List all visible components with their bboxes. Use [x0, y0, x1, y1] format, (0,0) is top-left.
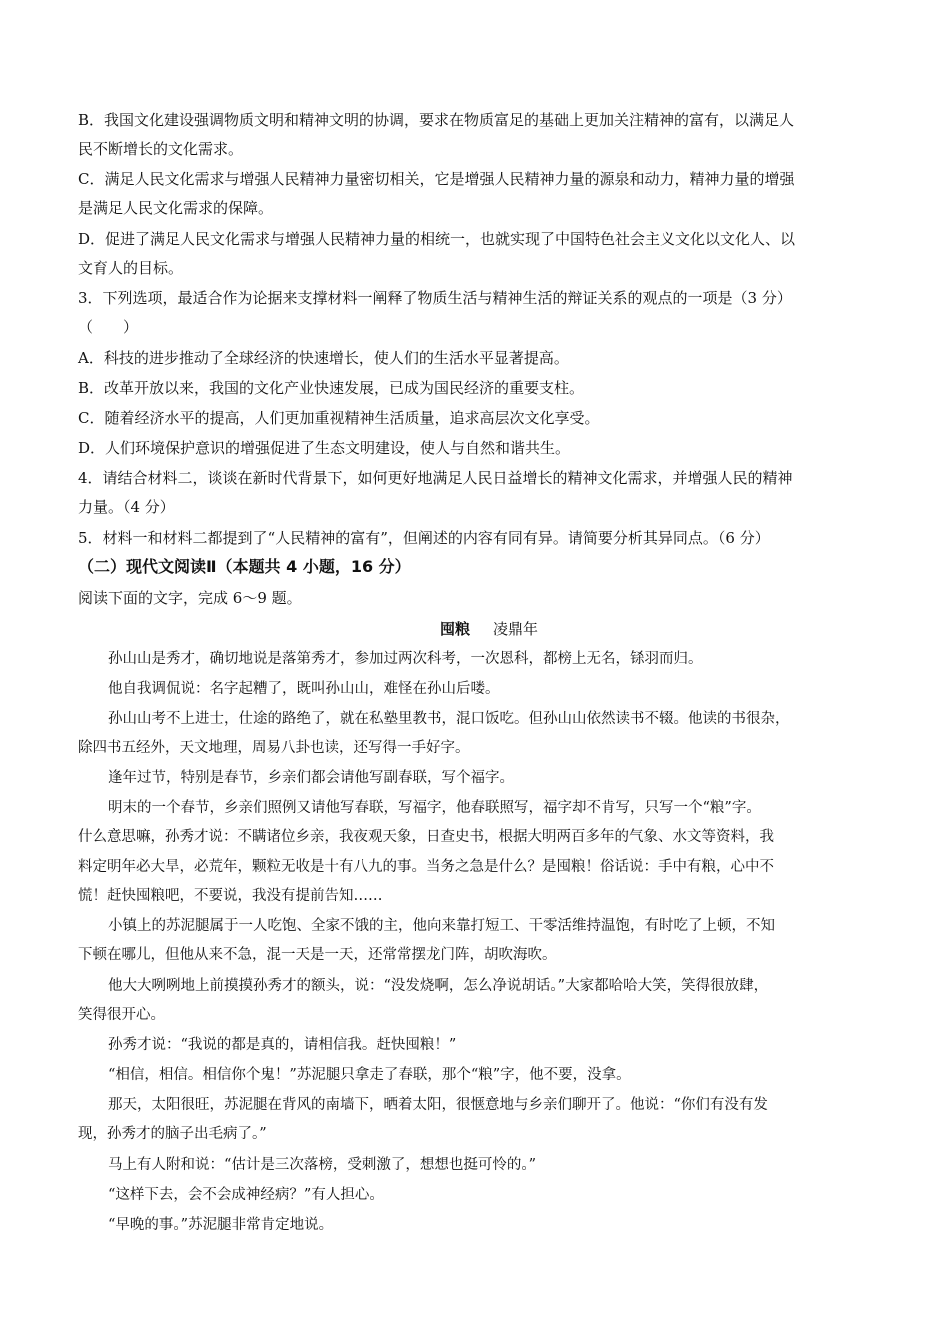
paragraph-10-line-2: 现，孙秀才的脑子出毛病了。”	[78, 1126, 267, 1142]
section-2-heading: （二）现代文阅读Ⅱ（本题共 4 小题，16 分）	[78, 557, 411, 576]
option-b-line-2: 民不断增长的文化需求。	[78, 140, 244, 158]
option-d-line-1: D．促进了满足人民文化需求与增强人民精神力量的相统一，也就实现了中国特色社会主义文化以文化人、以	[78, 230, 796, 248]
paragraph-10-line-1: 那天，太阳很旺，苏泥腿在背风的南墙下，晒着太阳，很惬意地与乡亲们聊开了。他说：“你们有没有发	[108, 1097, 768, 1113]
question-3-line-2: （ ）	[78, 318, 139, 336]
paragraph-7-line-2: 笑得很开心。	[78, 1007, 165, 1023]
question-3-option-a: A．科技的进步推动了全球经济的快速增长，使人们的生活水平显著提高。	[78, 349, 569, 367]
question-4-line-1: 4．请结合材料二，谈谈在新时代背景下，如何更好地满足人民日益增长的精神文化需求，并增强人民的精神	[78, 469, 793, 487]
option-b-line-1: B．我国文化建设强调物质文明和精神文明的协调，要求在物质富足的基础上更加关注精神的富有，以满足人	[78, 111, 795, 129]
paragraph-3-line-1: 孙山山考不上进士，仕途的路绝了，就在私塾里教书，混口饭吃。但孙山山依然读书不辍。他读的书很杂，	[108, 711, 790, 727]
question-5: 5．材料一和材料二都提到了“人民精神的富有”，但阐述的内容有同有异。请简要分析其异同点。（6 分）	[78, 529, 770, 547]
paragraph-6-line-1: 小镇上的苏泥腿属于一人吃饱、全家不饿的主，他向来靠打短工、干零活维持温饱，有时吃了上顿，不知	[108, 918, 775, 934]
paragraph-8: 孙秀才说：“我说的都是真的，请相信我。赶快囤粮！”	[108, 1037, 457, 1053]
paragraph-2: 他自我调侃说：名字起糟了，既叫孙山山，难怪在孙山后喽。	[108, 681, 500, 697]
paragraph-6-line-2: 下顿在哪儿，但他从来不急，混一天是一天，还常常摆龙门阵，胡吹海吹。	[78, 947, 557, 963]
paragraph-5-line-2: 什么意思嘛，孙秀才说：不瞒诸位乡亲，我夜观天象，日查史书，根据大明两百多年的气象、水文等资料，我	[78, 829, 774, 845]
option-c-line-2: 是满足人民文化需求的保障。	[78, 199, 274, 217]
paragraph-4: 逢年过节，特别是春节，乡亲们都会请他写副春联，写个福字。	[108, 770, 514, 786]
option-c-line-1: C．满足人民文化需求与增强人民精神力量密切相关，它是增强人民精神力量的源泉和动力，精神力量的增强	[78, 170, 795, 188]
paragraph-7-line-1: 他大大咧咧地上前摸摸孙秀才的额头，说：“没发烧啊，怎么净说胡话。”大家都哈哈大笑，笑得很放肆，	[108, 978, 769, 994]
question-4-line-2: 力量。（4 分）	[78, 498, 175, 516]
section-2-instruction: 阅读下面的文字，完成 6～9 题。	[78, 589, 302, 607]
paragraph-1: 孙山山是秀才，确切地说是落第秀才，参加过两次科考，一次恩科，都榜上无名，铩羽而归。	[108, 651, 703, 667]
story-title: 囤粮	[440, 620, 471, 638]
paragraph-5-line-3: 料定明年必大旱，必荒年，颗粒无收是十有八九的事。当务之急是什么？是囤粮！俗话说：手中有粮，心中不	[78, 859, 774, 875]
question-3-option-b: B．改革开放以来，我国的文化产业快速发展，已成为国民经济的重要支柱。	[78, 379, 585, 397]
question-3-option-c: C．随着经济水平的提高，人们更加重视精神生活质量，追求高层次文化享受。	[78, 409, 600, 427]
paragraph-11: 马上有人附和说：“估计是三次落榜，受刺激了，想想也挺可怜的。”	[108, 1157, 537, 1173]
paragraph-5-line-4: 慌！赶快囤粮吧，不要说，我没有提前告知……	[78, 888, 383, 904]
paragraph-13: “早晚的事。”苏泥腿非常肯定地说。	[108, 1217, 334, 1233]
paragraph-9: “相信，相信。相信你个鬼！”苏泥腿只拿走了春联，那个“粮”字，他不要，没拿。	[108, 1067, 631, 1083]
option-d-line-2: 文育人的目标。	[78, 259, 184, 277]
question-3-option-d: D．人们环境保护意识的增强促进了生态文明建设，使人与自然和谐共生。	[78, 439, 571, 457]
paragraph-3-line-2: 除四书五经外，天文地理，周易八卦也读，还写得一手好字。	[78, 740, 470, 756]
question-3-line-1: 3．下列选项，最适合作为论据来支撑材料一阐释了物质生活与精神生活的辩证关系的观点的一项是（3 分）	[78, 289, 792, 307]
paragraph-5-line-1: 明末的一个春节，乡亲们照例又请他写春联，写福字，他春联照写，福字却不肯写，只写一个“粮”字。	[108, 800, 761, 816]
story-author: 凌鼎年	[493, 620, 539, 638]
paragraph-12: “这样下去，会不会成神经病？”有人担心。	[108, 1187, 384, 1203]
